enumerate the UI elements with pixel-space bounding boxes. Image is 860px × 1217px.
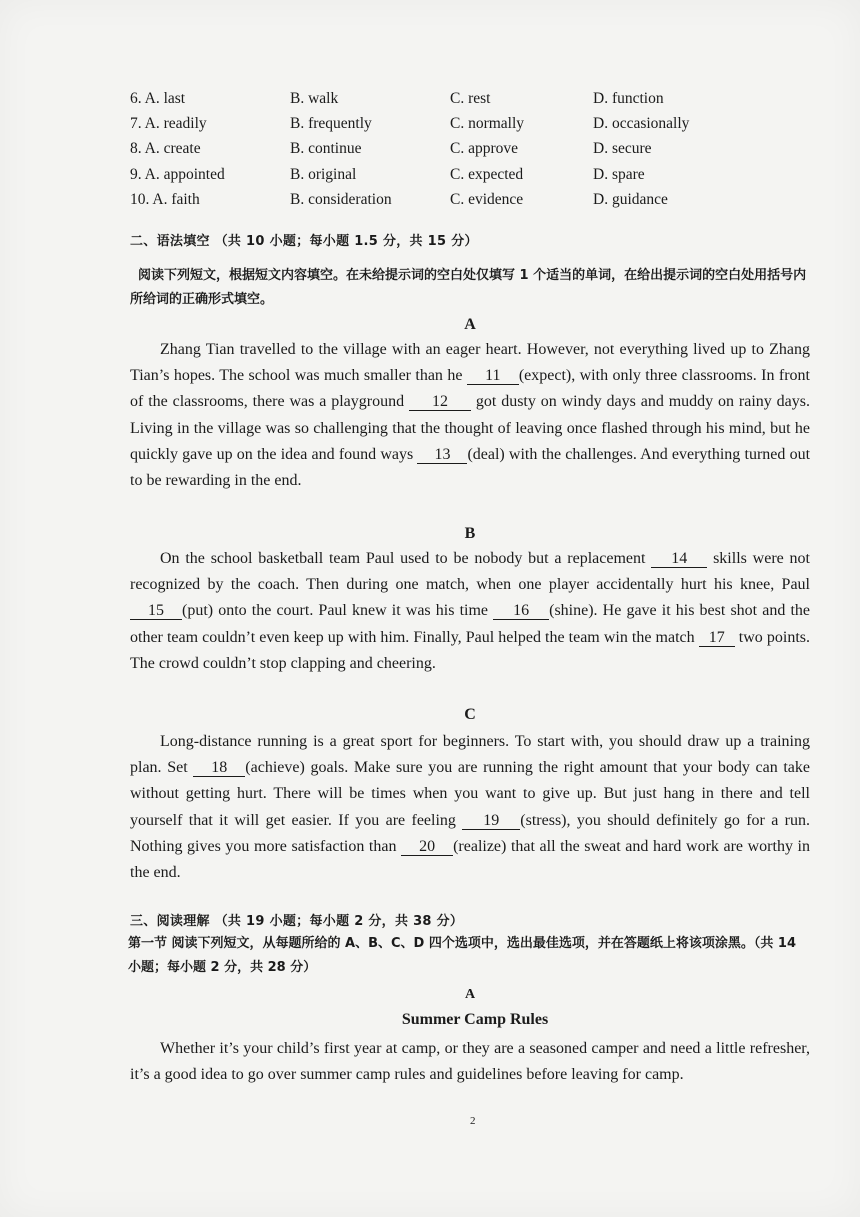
reading-a-title: Summer Camp Rules	[401, 1011, 549, 1028]
blank-20: 20	[401, 839, 453, 856]
option-row	[130, 86, 750, 111]
option-b: B. walk	[290, 89, 339, 107]
option-a: 8. A. create	[130, 140, 201, 158]
page-number: 2	[470, 1115, 476, 1127]
option-c: C. normally	[450, 114, 525, 132]
option-c: C. rest	[450, 89, 491, 107]
passage-text: (stress), you should definitely go for a run. Nothing gives you more satisfaction than	[130, 811, 811, 855]
blank-17: 17	[699, 630, 735, 647]
passage-c-letter: C	[464, 706, 476, 723]
option-row	[130, 111, 750, 136]
option-row	[130, 187, 750, 212]
passage-text: (shine). He gave it his best shot and the other team couldn’t even keep up with him. Finally, Paul helped the team win the match	[130, 602, 811, 646]
option-d: D. occasionally	[593, 114, 690, 132]
option-b: B. continue	[290, 140, 362, 158]
option-b: B. original	[290, 165, 357, 183]
passage-text: Long-distance running is a great sport for beginners. To start with, you should draw up a training plan. Set	[130, 733, 810, 777]
passage-text: (realize) that all the sweat and hard work are worthy in the end.	[130, 837, 810, 882]
option-row	[130, 137, 750, 162]
option-row	[130, 162, 750, 187]
passage-text: two points. The crowd couldn’t stop clapping and cheering.	[130, 628, 810, 672]
passage-b	[130, 546, 810, 677]
option-d: D. guidance	[593, 190, 668, 208]
section-3-heading: 三、阅读理解 （共 19 小题；每小题 2 分，共 38 分）	[130, 914, 464, 929]
passage-text: (put) onto the court. Paul knew it was his time	[182, 602, 494, 620]
blank-11: 11	[467, 368, 519, 385]
option-a: 10. A. faith	[130, 190, 200, 208]
blank-13: 13	[417, 447, 467, 464]
option-c: C. approve	[450, 140, 519, 158]
passage-text: skills were not recognized by the coach. Then during one match, when one player accidentally hurt his knee, Paul	[130, 550, 811, 594]
option-d: D. function	[593, 89, 664, 107]
option-d: D. secure	[593, 140, 652, 158]
options-table	[130, 86, 750, 212]
option-b: B. frequently	[290, 114, 372, 132]
passage-a	[130, 337, 810, 494]
passage-text: (achieve) goals. Make sure you are running the right amount that your body can take without getting hurt. There will be times when you want to give up. But just hang in there and tell yourself that it will get easier. If you are feeling	[130, 759, 810, 829]
blank-14: 14	[651, 551, 707, 568]
blank-16: 16	[493, 603, 549, 620]
blank-18: 18	[193, 760, 245, 777]
passage-text: (expect), with only three classrooms. In front of the classrooms, there was a playground	[130, 367, 810, 411]
passage-text: On the school basketball team Paul used to be nobody but a replacement	[160, 550, 652, 567]
reading-a-text: Whether it’s your child’s first year at camp, or they are a seasoned camper and need a little refresher, it’s a good idea to go over summer camp rules and guidelines before leaving for camp.	[130, 1040, 810, 1084]
passage-text: Zhang Tian travelled to the village with an eager heart. However, not everything lived up to Zhang Tian’s hopes. The school was much smaller than he	[130, 341, 810, 385]
passage-text: got dusty on windy days and muddy on rainy days. Living in the village was so challenging that the thought of leaving once flashed through his mind, but he quickly gave up on the idea and found ways	[130, 393, 810, 463]
blank-12: 12	[409, 394, 471, 411]
section-2-heading: 二、语法填空 （共 10 小题；每小题 1.5 分，共 15 分）	[130, 234, 478, 249]
option-d: D. spare	[593, 165, 645, 183]
passage-text: (deal) with the challenges. And everything turned out to be rewarding in the end.	[130, 445, 811, 490]
option-b: B. consideration	[290, 190, 392, 208]
option-a: 9. A. appointed	[130, 165, 225, 183]
option-c: C. evidence	[450, 190, 524, 208]
option-c: C. expected	[450, 165, 524, 183]
passage-b-letter: B	[464, 525, 476, 542]
section-2-instruction: 阅读下列短文，根据短文内容填空。在未给提示词的空白处仅填写 1 个适当的单词，在给出提示词的空白处用括号内所给词的正确形式填空。	[130, 268, 807, 307]
option-a: 6. A. last	[130, 89, 186, 107]
passage-c	[130, 729, 810, 886]
passage-a-letter: A	[464, 316, 476, 333]
reading-a-letter: A	[464, 987, 476, 1002]
section-3-instruction: 第一节 阅读下列短文，从每题所给的 A、B、C、D 四个选项中，选出最佳选项，并在答题纸上将该项涂黑。（共 14 小题；每小题 2 分，共 28 分）	[128, 936, 796, 975]
blank-19: 19	[462, 813, 520, 830]
option-a: 7. A. readily	[130, 114, 207, 132]
blank-15: 15	[130, 603, 182, 620]
